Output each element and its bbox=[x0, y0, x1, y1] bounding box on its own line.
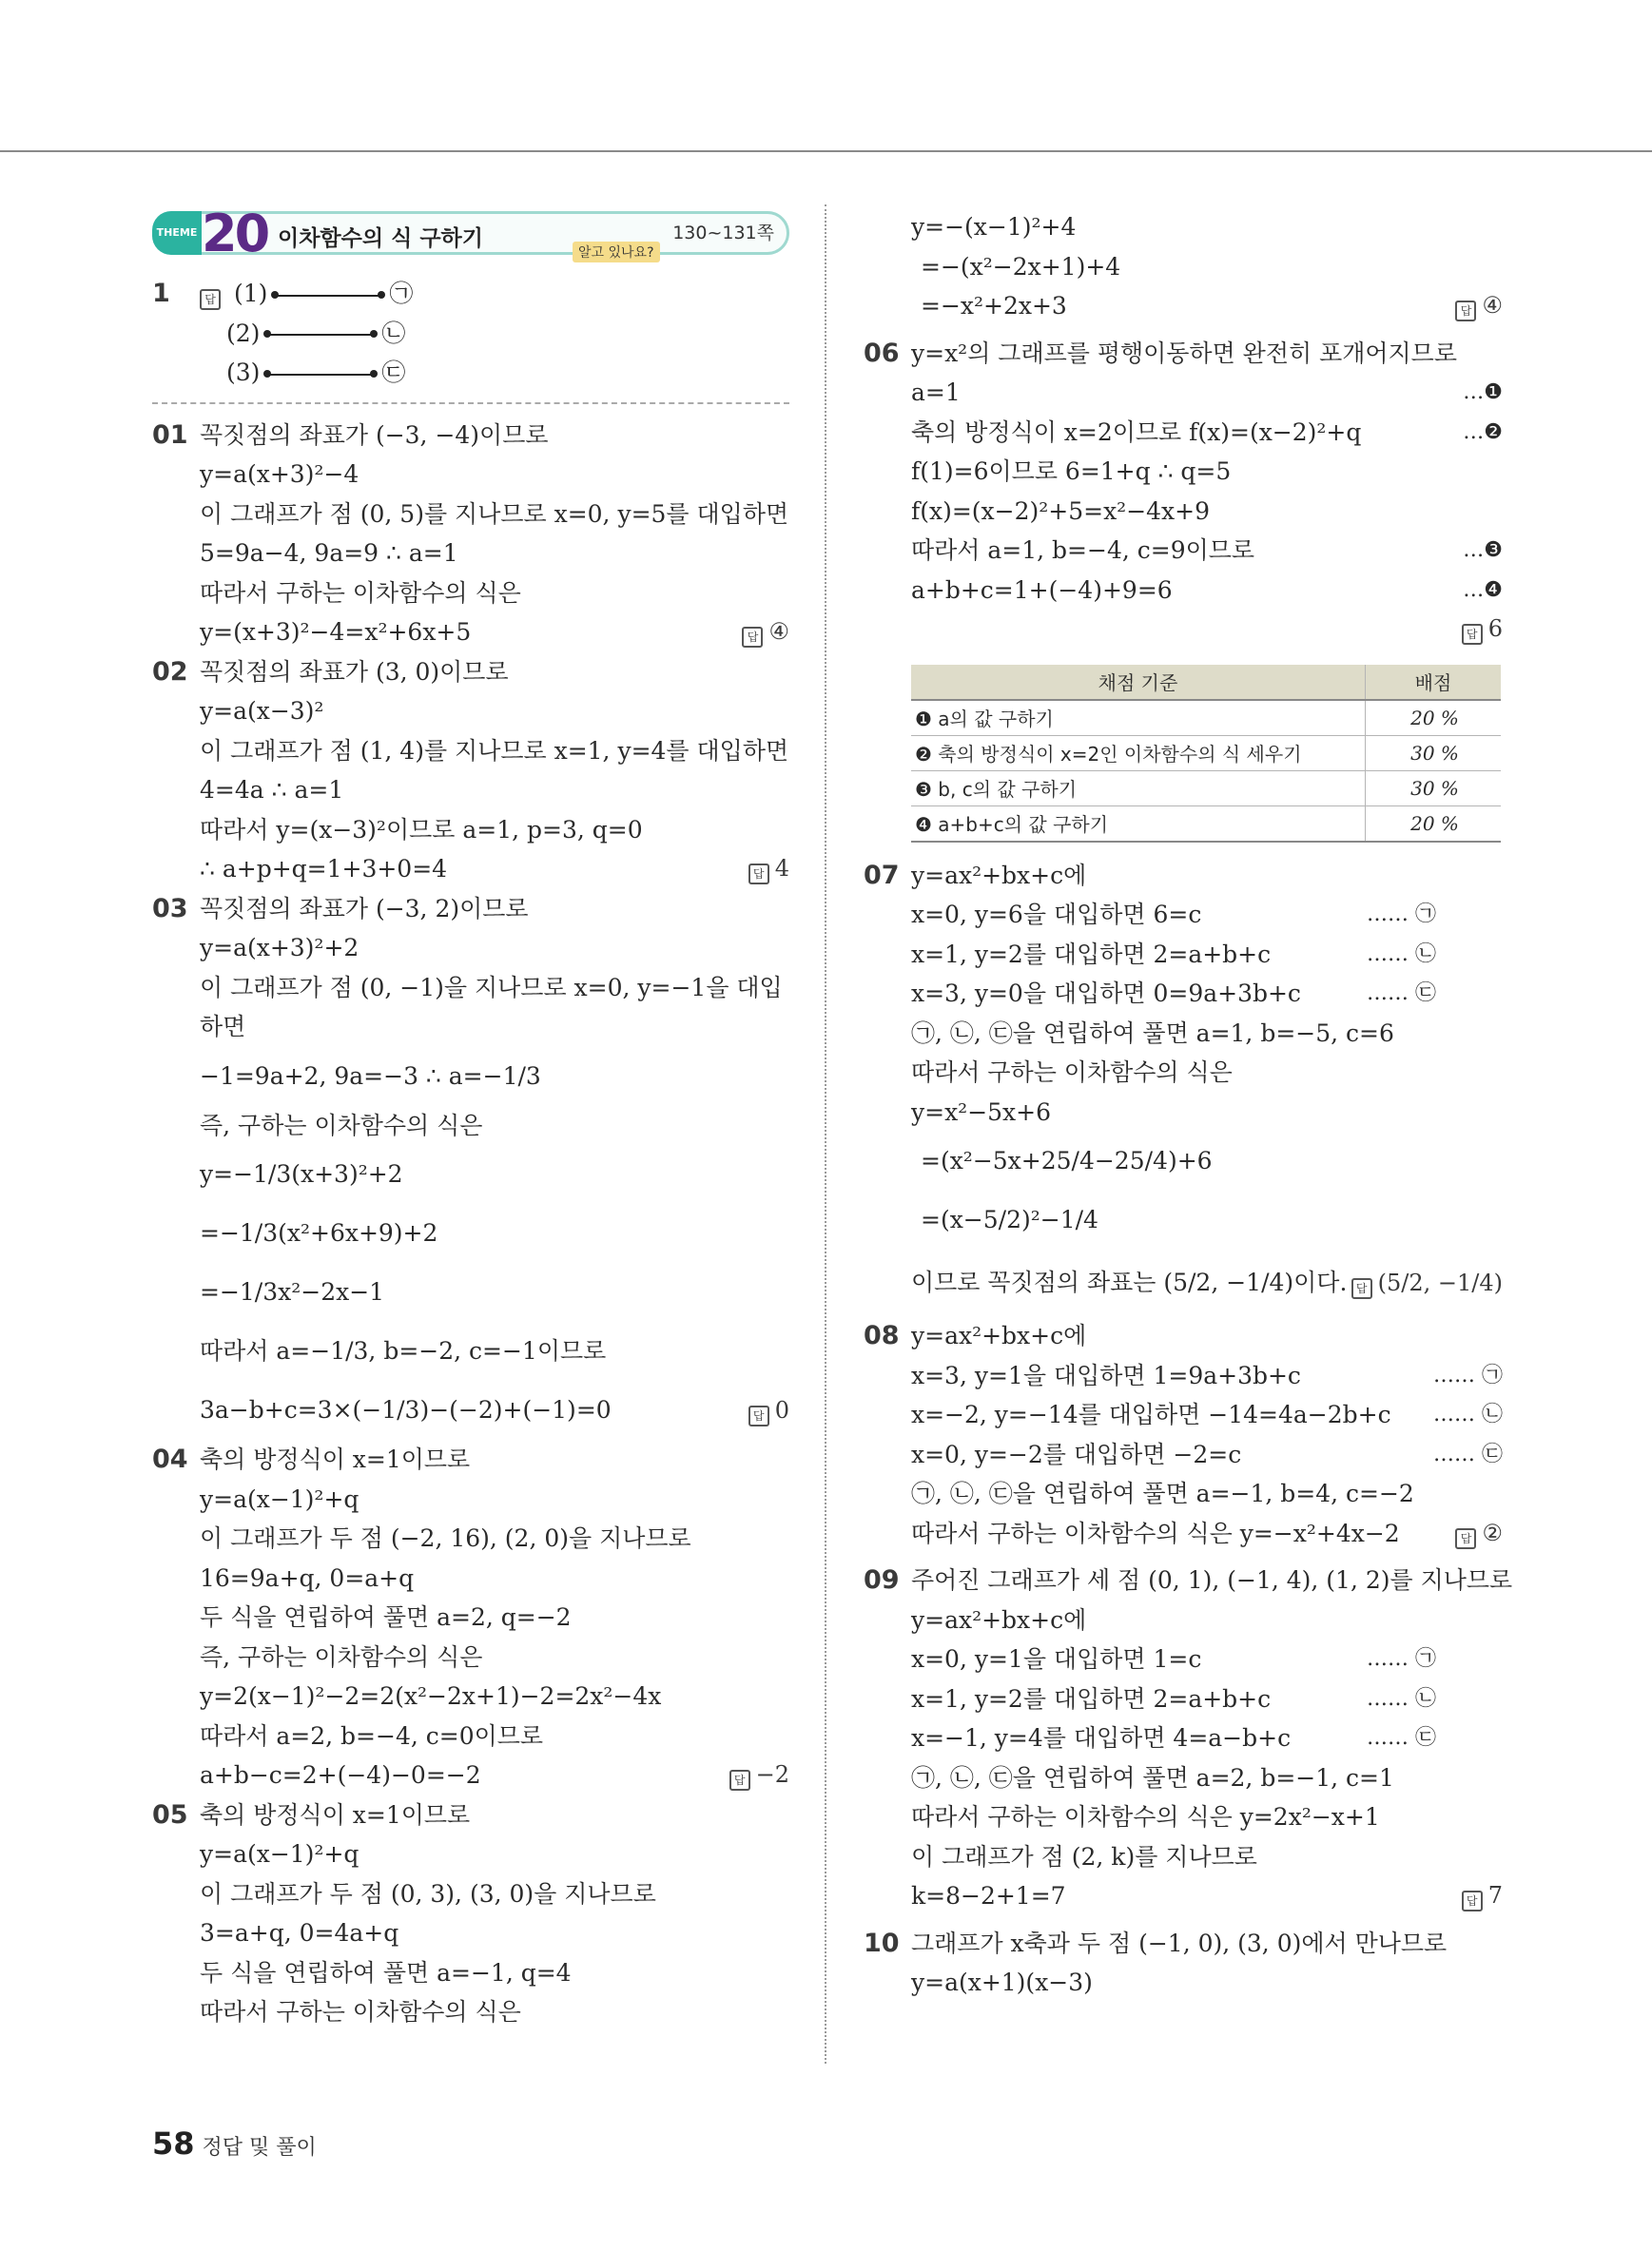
table-cell: 30 % bbox=[1366, 770, 1502, 805]
table-cell: ❹ a+b+c의 값 구하기 bbox=[911, 805, 1366, 842]
solution-line: 따라서 구하는 이차함수의 식은 bbox=[911, 1058, 1233, 1086]
solution-line: y=a(x+1)(x−3) bbox=[911, 1969, 1093, 1996]
problem-09 bbox=[864, 1561, 1513, 1916]
solution-line: 3=a+q, 0=4a+q bbox=[200, 1919, 399, 1947]
solution-line: y=ax²+bx+c에 bbox=[911, 1322, 1087, 1349]
problem-05-continued bbox=[864, 207, 1503, 326]
problem-06 bbox=[864, 334, 1503, 843]
solution-line: 따라서 구하는 이차함수의 식은 y=−x²+4x−2 bbox=[911, 1519, 1400, 1547]
answer bbox=[729, 1756, 789, 1795]
solution-line: 이 그래프가 점 (0, 5)를 지나므로 x=0, y=5를 대입하면 bbox=[200, 499, 789, 528]
solution-line: x=0, y=−2를 대입하면 −2=c bbox=[911, 1440, 1242, 1468]
table-cell: 20 % bbox=[1366, 805, 1502, 842]
problem-number: 10 bbox=[864, 1928, 900, 1958]
page-footer bbox=[152, 2125, 317, 2162]
step-marker: …❷ bbox=[1463, 419, 1503, 444]
table-row bbox=[911, 805, 1501, 842]
solution-line: y=a(x−1)²+q bbox=[200, 1840, 360, 1868]
solution-line: x=3, y=1을 대입하면 1=9a+3b+c bbox=[911, 1361, 1301, 1389]
problem-number: 03 bbox=[152, 893, 188, 923]
solution-line: 두 식을 연립하여 풀면 a=2, q=−2 bbox=[200, 1603, 572, 1631]
answer-value: (5/2, −1/4) bbox=[1377, 1270, 1503, 1296]
solution-line: f(1)=6이므로 6=1+q ∴ q=5 bbox=[911, 457, 1232, 485]
solution-line: =−x²+2x+3 bbox=[921, 292, 1067, 320]
answer-value: 0 bbox=[774, 1397, 789, 1424]
connector-line bbox=[267, 374, 374, 376]
solution-line: 꼭짓점의 좌표가 (3, 0)이므로 bbox=[200, 657, 509, 686]
solution-line: 꼭짓점의 좌표가 (−3, 2)이므로 bbox=[200, 894, 529, 922]
solution-line: y=a(x−3)² bbox=[200, 697, 324, 725]
solution-line: 축의 방정식이 x=1이므로 bbox=[200, 1800, 471, 1829]
problem-08 bbox=[864, 1316, 1503, 1553]
footer-label: 정답 및 풀이 bbox=[202, 2136, 317, 2160]
intro-row bbox=[152, 314, 789, 354]
connector-line bbox=[275, 295, 381, 297]
answer-value: ④ bbox=[1482, 292, 1503, 319]
solution-line: f(x)=(x−2)²+5=x²−4x+9 bbox=[911, 496, 1211, 525]
solution-line: 주어진 그래프가 세 점 (0, 1), (−1, 4), (1, 2)를 지나므로 bbox=[911, 1566, 1513, 1594]
problem-number: 07 bbox=[864, 860, 900, 890]
intro-label: (2) bbox=[226, 319, 261, 347]
solution-line: ㉠, ㉡, ㉢을 연립하여 풀면 a=−1, b=4, c=−2 bbox=[911, 1480, 1414, 1507]
solution-line: −1=9a+2, 9a=−3 ∴ a=−1/3 bbox=[200, 1061, 541, 1090]
solution-line: x=1, y=2를 대입하면 2=a+b+c bbox=[911, 1684, 1272, 1713]
table-cell: ❷ 축의 방정식이 x=2인 이차함수의 식 세우기 bbox=[911, 735, 1366, 770]
equation-label: …… ㉢ bbox=[1367, 981, 1436, 1005]
equation-label: …… ㉠ bbox=[1367, 902, 1436, 926]
answer bbox=[1455, 286, 1503, 326]
problem-number: 05 bbox=[152, 1799, 188, 1830]
connector-line bbox=[267, 334, 374, 336]
solution-line: ∴ a+p+q=1+3+0=4 bbox=[200, 855, 448, 883]
answer-mark-icon: 답 bbox=[729, 1770, 750, 1791]
answer-value: 7 bbox=[1487, 1882, 1503, 1909]
solution-line: 따라서 구하는 이차함수의 식은 y=2x²−x+1 bbox=[911, 1803, 1380, 1831]
intro-label: (1) bbox=[233, 280, 268, 307]
answer-mark-icon: 답 bbox=[200, 289, 221, 310]
problem-02 bbox=[152, 652, 789, 889]
problem-number: 1 bbox=[152, 279, 170, 308]
answer-mark-icon: 답 bbox=[1462, 624, 1483, 645]
answer-mark-icon: 답 bbox=[1455, 1528, 1476, 1549]
problem-01 bbox=[152, 416, 789, 652]
answer-value: ④ bbox=[768, 618, 789, 645]
step-marker: …❹ bbox=[1463, 577, 1503, 602]
table-row bbox=[911, 700, 1501, 736]
solution-line: 그래프가 x축과 두 점 (−1, 0), (3, 0)에서 만나므로 bbox=[911, 1929, 1448, 1957]
solution-line: x=1, y=2를 대입하면 2=a+b+c bbox=[911, 940, 1272, 968]
answer-value: 6 bbox=[1487, 615, 1503, 642]
solution-line: y=a(x+3)²+2 bbox=[200, 934, 360, 961]
solution-line: 이 그래프가 점 (1, 4)를 지나므로 x=1, y=4를 대입하면 bbox=[200, 736, 789, 765]
solution-line: 4=4a ∴ a=1 bbox=[200, 776, 344, 804]
solution-line: 따라서 y=(x−3)²이므로 a=1, p=3, q=0 bbox=[200, 815, 643, 844]
page-number: 58 bbox=[152, 2125, 195, 2162]
theme-badge: THEME bbox=[152, 211, 202, 255]
table-cell: ❶ a의 값 구하기 bbox=[911, 700, 1366, 736]
solution-line: k=8−2+1=7 bbox=[911, 1882, 1066, 1910]
solution-line: y=−1/3(x+3)²+2 bbox=[200, 1160, 403, 1188]
table-header: 채점 기준 bbox=[911, 665, 1366, 700]
problem-number: 09 bbox=[864, 1565, 900, 1595]
solution-line: x=−2, y=−14를 대입하면 −14=4a−2b+c bbox=[911, 1401, 1391, 1428]
solution-line: 이므로 꼭짓점의 좌표는 (5/2, −1/4)이다. bbox=[911, 1269, 1348, 1296]
solution-line: 하면 bbox=[200, 1013, 246, 1040]
theme-number: 20 bbox=[202, 204, 268, 263]
answer-value: ② bbox=[1482, 1519, 1503, 1546]
table-row bbox=[911, 735, 1501, 770]
theme-header bbox=[152, 204, 789, 263]
solution-line: y=(x+3)²−4=x²+6x+5 bbox=[200, 618, 472, 646]
theme-tag: 알고 있나요? bbox=[573, 242, 660, 262]
equation-label: …… ㉢ bbox=[1433, 1442, 1503, 1466]
table-header: 배점 bbox=[1366, 665, 1502, 700]
answer-value: −2 bbox=[755, 1761, 789, 1788]
solution-line: =−1/3(x²+6x+9)+2 bbox=[200, 1219, 438, 1247]
problem-number: 06 bbox=[864, 338, 900, 368]
solution-line: a=1 bbox=[911, 378, 961, 406]
intro-target: ㉠ bbox=[389, 280, 414, 307]
solution-line: ㉠, ㉡, ㉢을 연립하여 풀면 a=2, b=−1, c=1 bbox=[911, 1763, 1394, 1792]
problem-number: 04 bbox=[152, 1445, 188, 1474]
intro-target: ㉢ bbox=[381, 359, 406, 386]
solution-line: x=0, y=1을 대입하면 1=c bbox=[911, 1645, 1202, 1673]
solution-line: =−1/3x²−2x−1 bbox=[200, 1278, 385, 1306]
right-column bbox=[864, 207, 1513, 2003]
solution-line: x=3, y=0을 대입하면 0=9a+3b+c bbox=[911, 980, 1301, 1007]
solution-line: 즉, 구하는 이차함수의 식은 bbox=[200, 1111, 483, 1139]
solution-line: 3a−b+c=3×(−1/3)−(−2)+(−1)=0 bbox=[200, 1396, 612, 1424]
solution-line: ㉠, ㉡, ㉢을 연립하여 풀면 a=1, b=−5, c=6 bbox=[911, 1019, 1394, 1047]
answer bbox=[748, 1381, 789, 1440]
step-marker: …❶ bbox=[1463, 380, 1503, 404]
solution-line: 따라서 구하는 이차함수의 식은 bbox=[200, 578, 521, 607]
answer-mark-icon: 답 bbox=[742, 627, 763, 648]
solution-line: 이 그래프가 점 (0, −1)을 지나므로 x=0, y=−1을 대입 bbox=[200, 973, 783, 1001]
solution-line: 꼭짓점의 좌표가 (−3, −4)이므로 bbox=[200, 420, 549, 449]
problem-03 bbox=[152, 889, 789, 1441]
equation-label: …… ㉢ bbox=[1367, 1726, 1436, 1750]
answer bbox=[1351, 1250, 1503, 1316]
top-rule bbox=[0, 150, 1652, 152]
table-cell: 20 % bbox=[1366, 700, 1502, 736]
answer-mark-icon: 답 bbox=[748, 864, 769, 884]
solution-line: 따라서 구하는 이차함수의 식은 bbox=[200, 1998, 521, 2026]
answer-mark-icon: 답 bbox=[1462, 1891, 1483, 1911]
table-cell: 30 % bbox=[1366, 735, 1502, 770]
problem-07 bbox=[864, 856, 1503, 1317]
answer-mark-icon: 답 bbox=[1455, 301, 1476, 321]
solution-line: 이 그래프가 점 (2, k)를 지나므로 bbox=[911, 1842, 1257, 1871]
solution-line: 축의 방정식이 x=1이므로 bbox=[200, 1446, 471, 1473]
solution-line: 두 식을 연립하여 풀면 a=−1, q=4 bbox=[200, 1958, 572, 1987]
theme-title: 이차함수의 식 구하기 bbox=[278, 226, 483, 251]
solution-line: a+b−c=2+(−4)−0=−2 bbox=[200, 1761, 481, 1789]
left-column bbox=[152, 204, 789, 2032]
problem-number: 02 bbox=[152, 656, 188, 687]
answer-mark-icon: 답 bbox=[748, 1406, 769, 1426]
intro-row bbox=[152, 353, 789, 393]
solution-line: y=x²의 그래프를 평행이동하면 완전히 포개어지므로 bbox=[911, 339, 1457, 367]
problem-05 bbox=[152, 1795, 789, 2032]
answer bbox=[1462, 1876, 1503, 1916]
answer bbox=[748, 849, 789, 889]
step-marker: …❸ bbox=[1463, 538, 1503, 562]
solution-line: 즉, 구하는 이차함수의 식은 bbox=[200, 1642, 483, 1671]
equation-label: …… ㉡ bbox=[1433, 1403, 1503, 1426]
answer-mark-icon: 답 bbox=[1351, 1278, 1372, 1299]
intro-label: (3) bbox=[226, 359, 261, 386]
solution-line: y=a(x+3)²−4 bbox=[200, 460, 360, 488]
scoring-table bbox=[911, 665, 1501, 843]
equation-label: …… ㉡ bbox=[1367, 941, 1436, 966]
solution-line: 따라서 a=2, b=−4, c=0이므로 bbox=[200, 1721, 544, 1750]
solution-line: a+b+c=1+(−4)+9=6 bbox=[911, 575, 1173, 604]
solution-line: =(x²−5x+25/4−25/4)+6 bbox=[921, 1147, 1213, 1174]
solution-line: 축의 방정식이 x=2이므로 f(x)=(x−2)²+q bbox=[911, 417, 1362, 446]
answer-value: 4 bbox=[774, 855, 789, 882]
section-divider bbox=[152, 402, 789, 404]
table-cell: ❸ b, c의 값 구하기 bbox=[911, 770, 1366, 805]
theme-pages: 130~131쪽 bbox=[672, 223, 774, 243]
solution-line: 5=9a−4, 9a=9 ∴ a=1 bbox=[200, 539, 458, 567]
solution-line: y=ax²+bx+c에 bbox=[911, 861, 1087, 889]
problem-number: 08 bbox=[864, 1321, 900, 1350]
problem-number: 01 bbox=[152, 419, 188, 450]
solution-line: 16=9a+q, 0=a+q bbox=[200, 1563, 415, 1592]
solution-line: y=a(x−1)²+q bbox=[200, 1484, 360, 1513]
solution-line: x=0, y=6을 대입하면 6=c bbox=[911, 901, 1202, 928]
answer bbox=[1455, 1514, 1503, 1554]
solution-line: 따라서 a=1, b=−4, c=9이므로 bbox=[911, 536, 1255, 564]
problem-04 bbox=[152, 1440, 789, 1795]
solution-line: y=ax²+bx+c에 bbox=[911, 1605, 1087, 1634]
solution-line: 이 그래프가 두 점 (−2, 16), (2, 0)을 지나므로 bbox=[200, 1524, 691, 1552]
equation-label: …… ㉡ bbox=[1367, 1686, 1436, 1711]
solution-line: 따라서 a=−1/3, b=−2, c=−1이므로 bbox=[200, 1337, 607, 1365]
column-divider bbox=[825, 204, 826, 2064]
answer bbox=[742, 612, 789, 652]
solution-line: y=x²−5x+6 bbox=[911, 1097, 1051, 1126]
solution-line: y=−(x−1)²+4 bbox=[911, 213, 1077, 241]
equation-label: …… ㉠ bbox=[1367, 1647, 1436, 1671]
solution-line: y=2(x−1)²−2=2(x²−2x+1)−2=2x²−4x bbox=[200, 1682, 662, 1710]
answer bbox=[1462, 610, 1503, 650]
problem-10 bbox=[864, 1924, 1503, 2003]
solution-line: 이 그래프가 두 점 (0, 3), (3, 0)을 지나므로 bbox=[200, 1879, 656, 1908]
solution-line: =−(x²−2x+1)+4 bbox=[921, 252, 1121, 281]
table-row bbox=[911, 770, 1501, 805]
intro-row bbox=[152, 274, 789, 314]
intro-problem bbox=[152, 274, 789, 393]
solution-line: =(x−5/2)²−1/4 bbox=[921, 1206, 1098, 1233]
intro-target: ㉡ bbox=[381, 319, 406, 347]
solution-line: x=−1, y=4를 대입하면 4=a−b+c bbox=[911, 1724, 1292, 1752]
equation-label: …… ㉠ bbox=[1433, 1363, 1503, 1387]
